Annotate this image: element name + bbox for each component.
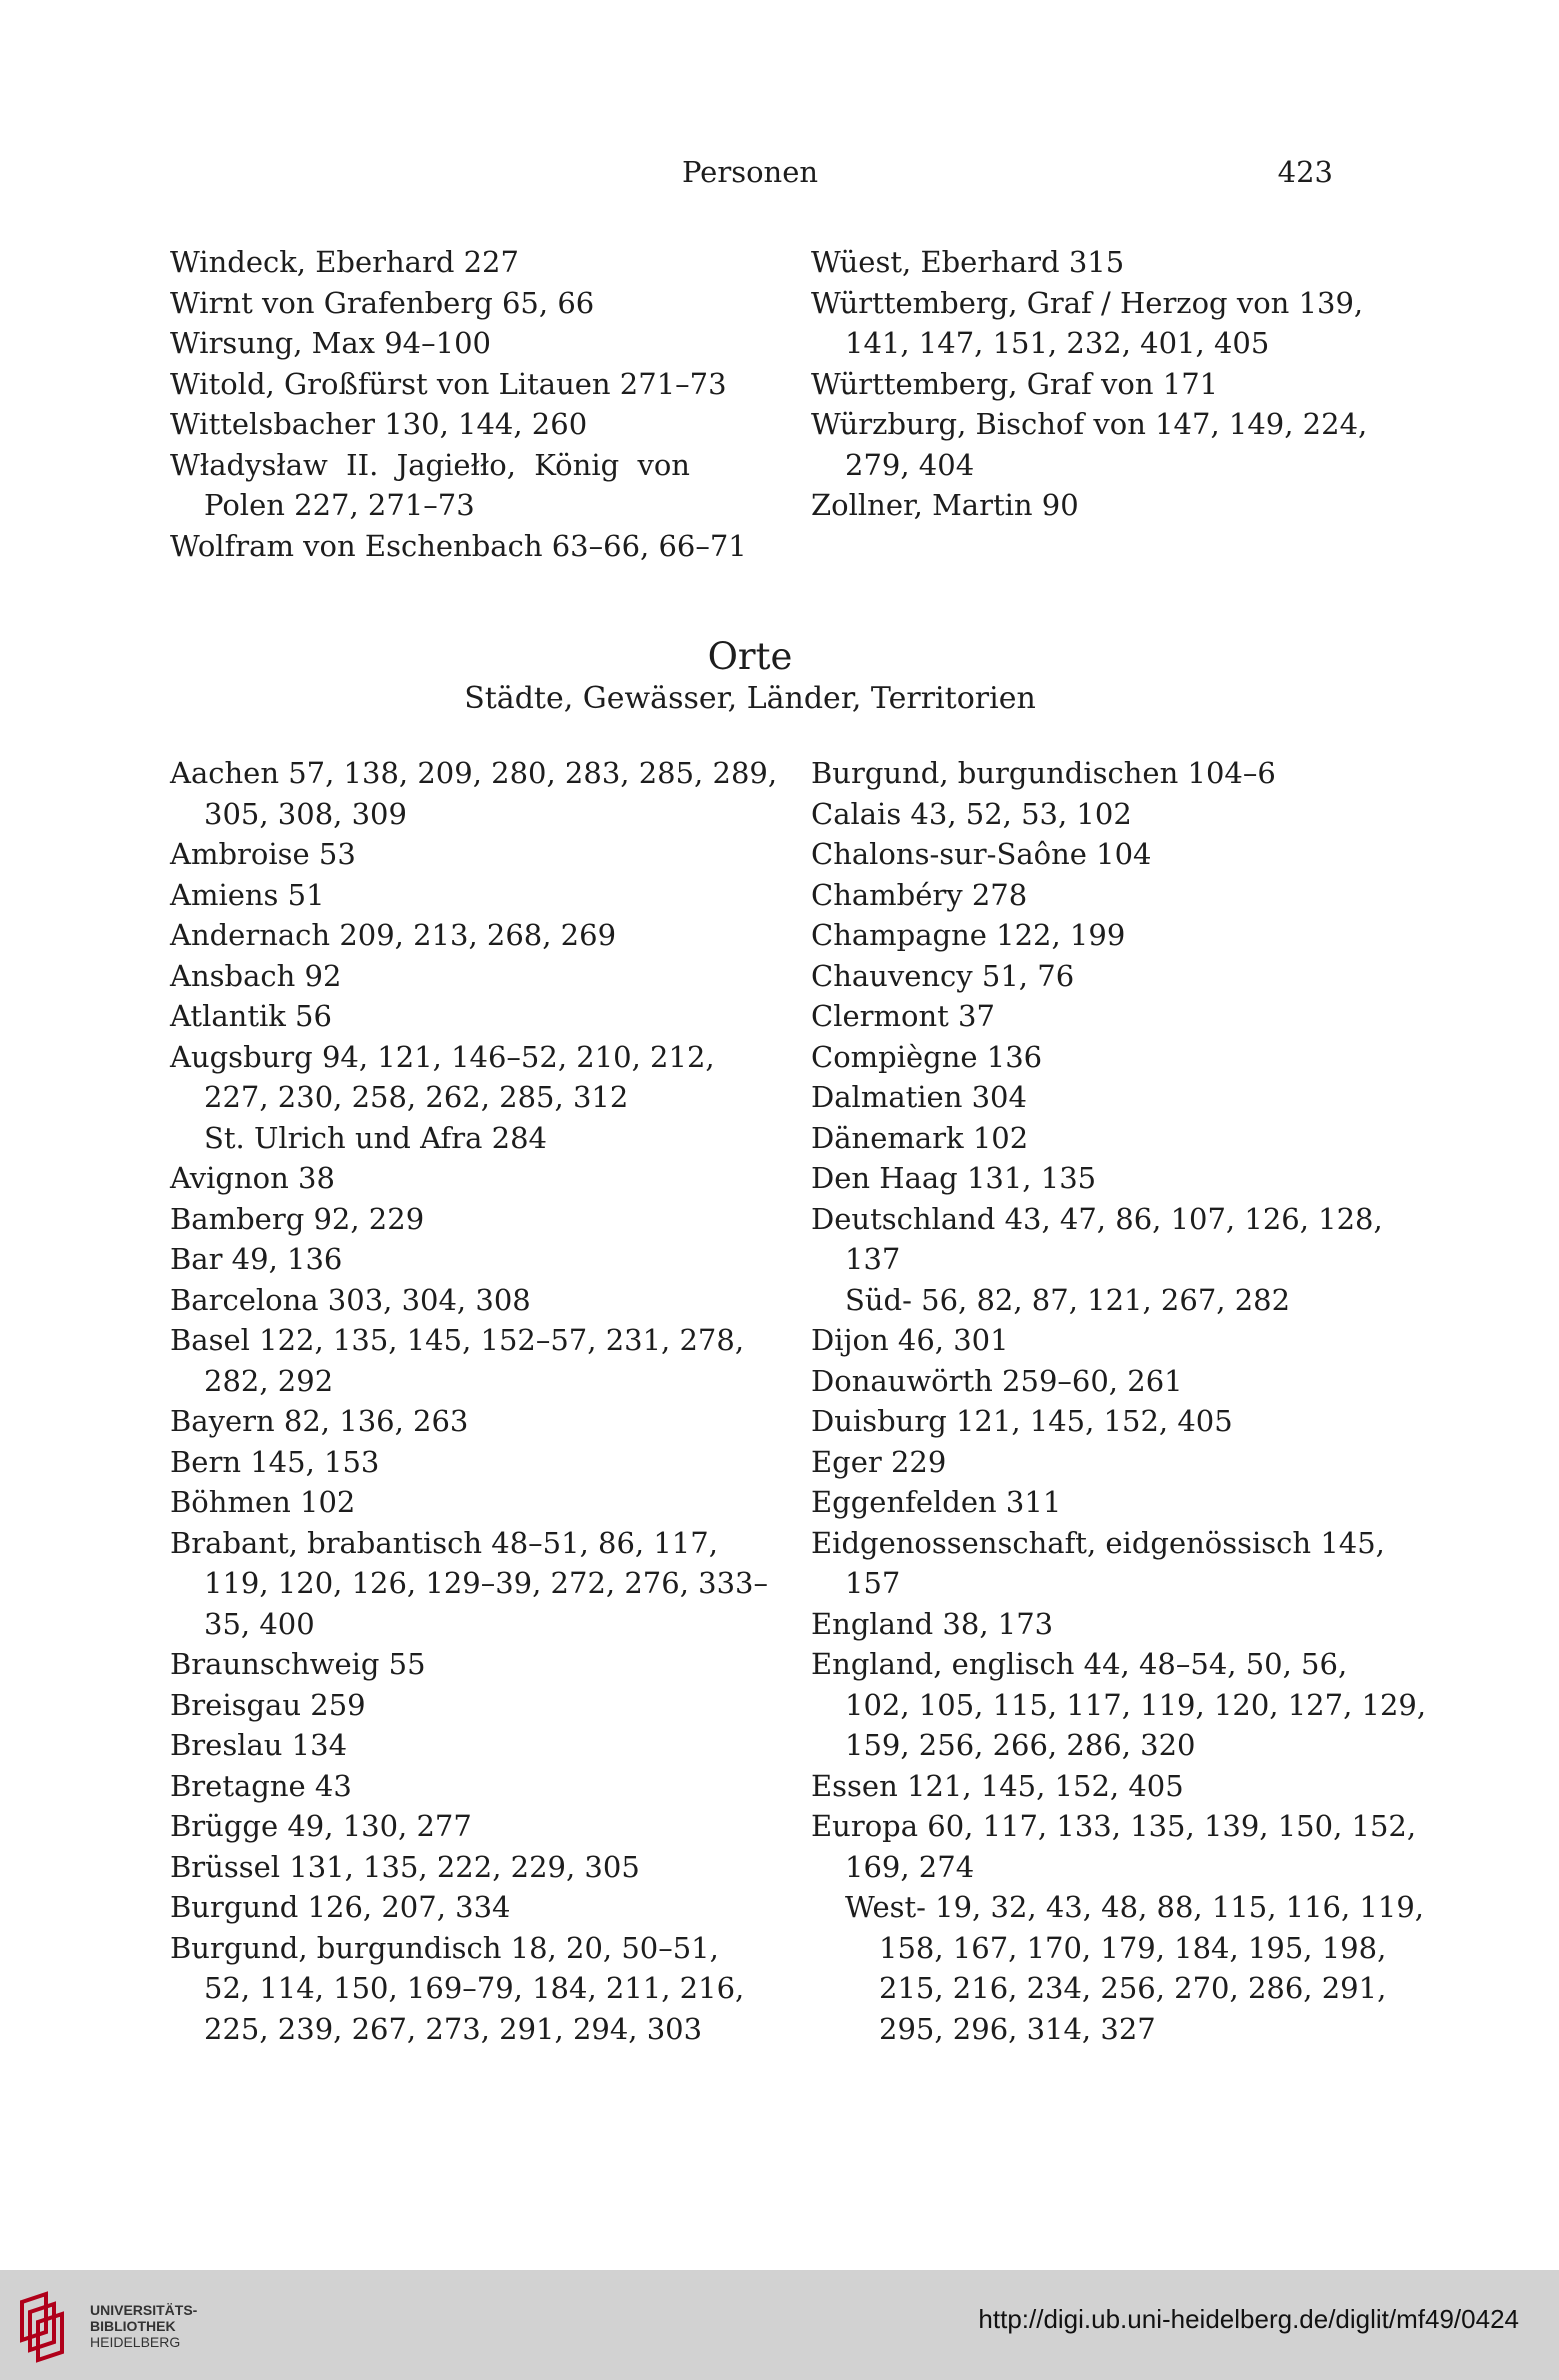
index-entry-line: 279, 404 xyxy=(845,447,975,482)
index-entry-line: 305, 308, 309 xyxy=(204,796,407,831)
index-entry-line: Barcelona 303, 304, 308 xyxy=(170,1282,531,1317)
index-entry-line: Dalmatien 304 xyxy=(811,1080,1027,1114)
index-entry-line: Chalons-sur-Saône 104 xyxy=(811,837,1152,871)
section-title: Orte xyxy=(707,635,793,678)
index-entry-line: Burgund 126, 207, 334 xyxy=(170,1890,511,1924)
index-entry-line: Deutschland 43, 47, 86, 107, 126, 128, xyxy=(811,1201,1383,1236)
persons-index-right-column xyxy=(811,242,1368,526)
index-entry-line: Dänemark 102 xyxy=(811,1120,1029,1155)
index-entry-line: Amiens 51 xyxy=(170,877,325,912)
index-entry-line: Champagne 122, 199 xyxy=(811,918,1126,952)
index-entry-line: England 38, 173 xyxy=(811,1606,1054,1641)
index-entry-line: Burgund, burgundisch 18, 20, 50–51, xyxy=(170,1930,719,1965)
index-entry-line: Chambéry 278 xyxy=(811,877,1028,912)
index-entry-line: 141, 147, 151, 232, 401, 405 xyxy=(845,326,1270,360)
index-entry-line: 169, 274 xyxy=(845,1849,975,1884)
index-entry-line: Zollner, Martin 90 xyxy=(811,488,1079,522)
index-entry-line: Windeck, Eberhard 227 xyxy=(170,245,519,279)
index-entry-line: 52, 114, 150, 169–79, 184, 211, 216, xyxy=(204,1971,745,2005)
index-entry-line: Avignon 38 xyxy=(170,1161,335,1195)
library-name-line3: HEIDELBERG xyxy=(90,2334,181,2350)
footer-bar xyxy=(0,2270,1559,2380)
index-entry-line: 215, 216, 234, 256, 270, 286, 291, xyxy=(879,1971,1387,2005)
index-entry-line: 35, 400 xyxy=(204,1606,315,1641)
index-entry-line: Europa 60, 117, 133, 135, 139, 150, 152, xyxy=(811,1809,1417,1843)
index-entry-line: Bar 49, 136 xyxy=(170,1242,343,1276)
library-logo-icon xyxy=(16,2288,80,2364)
index-entry-line: Donauwörth 259–60, 261 xyxy=(811,1363,1183,1398)
index-entry-line: Den Haag 131, 135 xyxy=(811,1161,1097,1195)
library-name-line2: BIBLIOTHEK xyxy=(90,2318,176,2334)
index-entry-line: 119, 120, 126, 129–39, 272, 276, 333– xyxy=(204,1566,768,1600)
index-entry-line: Eger 229 xyxy=(811,1444,947,1479)
index-entry-line: Böhmen 102 xyxy=(170,1485,356,1519)
index-entry-line: Clermont 37 xyxy=(811,999,995,1033)
index-entry-line: Compiègne 136 xyxy=(811,1039,1043,1074)
index-entry-line: Ansbach 92 xyxy=(170,958,342,993)
index-entry-line: Eidgenossenschaft, eidgenössisch 145, xyxy=(811,1525,1385,1560)
index-entry-line: Atlantik 56 xyxy=(170,999,332,1033)
index-entry-line: Augsburg 94, 121, 146–52, 210, 212, xyxy=(170,1039,715,1074)
index-entry-line: 158, 167, 170, 179, 184, 195, 198, xyxy=(879,1930,1387,1965)
index-entry-line: 102, 105, 115, 117, 119, 120, 127, 129, xyxy=(845,1687,1427,1722)
running-head-title: Personen xyxy=(681,155,819,189)
index-entry-line: Süd- 56, 82, 87, 121, 267, 282 xyxy=(845,1282,1291,1317)
index-entry-line: Wirsung, Max 94–100 xyxy=(170,326,491,360)
index-entry-line: Brüssel 131, 135, 222, 229, 305 xyxy=(170,1849,640,1884)
index-entry-line: Burgund, burgundischen 104–6 xyxy=(811,756,1276,790)
index-entry-line: Aachen 57, 138, 209, 280, 283, 285, 289, xyxy=(170,756,778,790)
index-entry-line: Würzburg, Bischof von 147, 149, 224, xyxy=(811,407,1368,441)
index-entry-line: Andernach 209, 213, 268, 269 xyxy=(170,918,617,952)
index-entry-line: Eggenfelden 311 xyxy=(811,1485,1062,1519)
persons-index-left-column xyxy=(170,242,747,566)
index-entry-line: Brabant, brabantisch 48–51, 86, 117, xyxy=(170,1525,718,1560)
index-entry-line: 137 xyxy=(845,1242,901,1276)
index-entry-line: Bamberg 92, 229 xyxy=(170,1201,425,1236)
index-entry-line: Essen 121, 145, 152, 405 xyxy=(811,1768,1184,1803)
index-entry-line: 225, 239, 267, 273, 291, 294, 303 xyxy=(204,2011,703,2046)
index-entry-line: Calais 43, 52, 53, 102 xyxy=(811,796,1132,831)
index-entry-line: West- 19, 32, 43, 48, 88, 115, 116, 119, xyxy=(845,1890,1424,1924)
index-entry-line: Witold, Großfürst von Litauen 271–73 xyxy=(170,366,727,401)
index-entry-line: Chauvency 51, 76 xyxy=(811,958,1075,993)
index-entry-line: 227, 230, 258, 262, 285, 312 xyxy=(204,1080,629,1114)
index-entry-line: St. Ulrich und Afra 284 xyxy=(204,1120,547,1155)
source-url-link[interactable]: http://digi.ub.uni-heidelberg.de/diglit/mf49/0424 xyxy=(978,2304,1519,2334)
index-entry-line: Wittelsbacher 130, 144, 260 xyxy=(170,407,588,441)
index-entry-line: Brügge 49, 130, 277 xyxy=(170,1809,472,1843)
index-entry-line: Wirnt von Grafenberg 65, 66 xyxy=(170,285,595,320)
index-entry-line: Breisgau 259 xyxy=(170,1687,366,1722)
index-entry-line: Württemberg, Graf von 171 xyxy=(811,366,1219,401)
index-entry-line: Dijon 46, 301 xyxy=(811,1323,1009,1357)
index-entry-line: 159, 256, 266, 286, 320 xyxy=(845,1728,1196,1762)
index-entry-line: Württemberg, Graf / Herzog von 139, xyxy=(811,285,1364,320)
index-entry-line: 282, 292 xyxy=(204,1363,334,1398)
index-entry-line: Polen 227, 271–73 xyxy=(204,488,475,522)
index-entry-line: Basel 122, 135, 145, 152–57, 231, 278, xyxy=(170,1323,745,1357)
index-entry-line: Wüest, Eberhard 315 xyxy=(811,245,1125,279)
index-entry-line: Duisburg 121, 145, 152, 405 xyxy=(811,1404,1233,1438)
index-entry-line: Ambroise 53 xyxy=(170,837,356,871)
index-entry-line: Bayern 82, 136, 263 xyxy=(170,1404,469,1438)
page-number: 423 xyxy=(1277,155,1333,189)
index-entry-line: Bern 145, 153 xyxy=(170,1444,380,1479)
running-head xyxy=(0,152,1559,192)
index-entry-line: 157 xyxy=(845,1566,901,1600)
index-entry-line: Bretagne 43 xyxy=(170,1768,352,1803)
section-subtitle: Städte, Gewässer, Länder, Territorien xyxy=(464,681,1036,716)
index-entry-line: Wolfram von Eschenbach 63–66, 66–71 xyxy=(170,528,747,563)
places-index-left-column xyxy=(170,753,778,2049)
index-entry-line: Władysław II. Jagiełło, König von xyxy=(170,447,690,482)
places-index-right-column xyxy=(811,753,1427,2049)
index-entry-line: Breslau 134 xyxy=(170,1728,348,1762)
index-entry-line: England, englisch 44, 48–54, 50, 56, xyxy=(811,1647,1348,1681)
library-name-line1: UNIVERSITÄTS- xyxy=(90,2302,198,2318)
index-entry-line: 295, 296, 314, 327 xyxy=(879,2011,1156,2046)
library-name xyxy=(90,2302,197,2350)
index-entry-line: Braunschweig 55 xyxy=(170,1647,426,1681)
